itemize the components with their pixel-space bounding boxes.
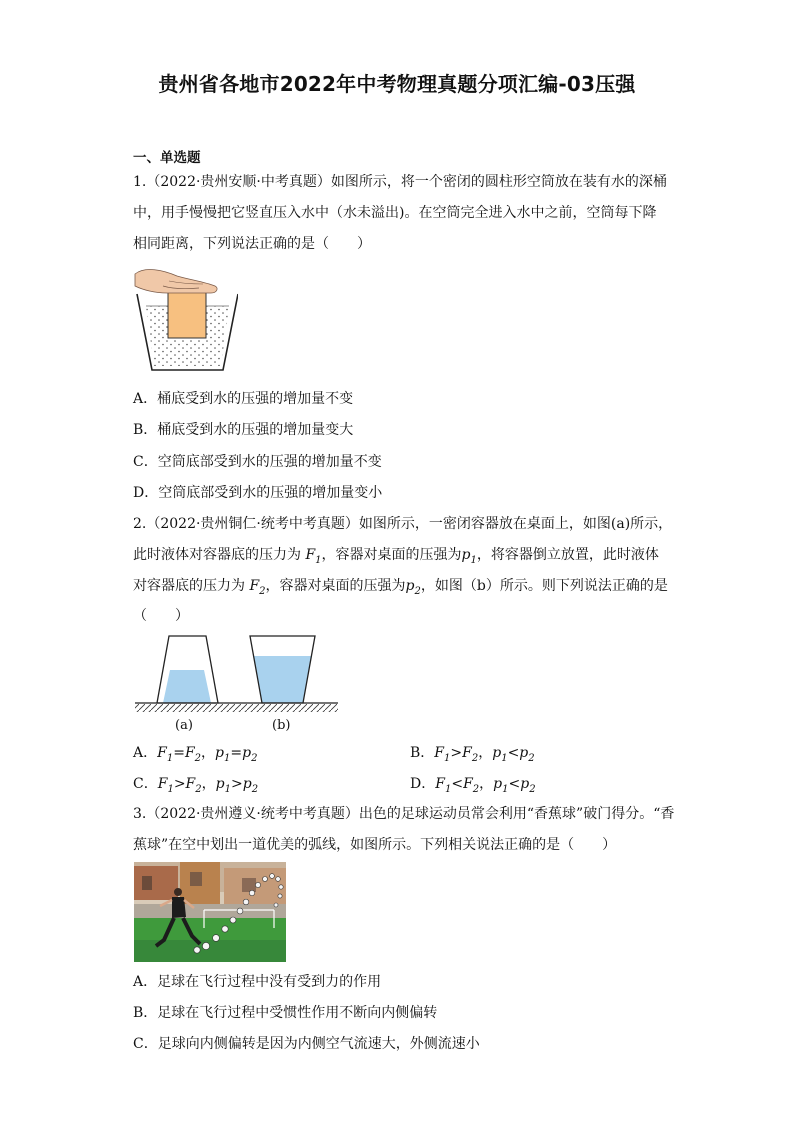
q3-option-b: B．足球在飞行过程中受惯性作用不断向内侧偏转	[133, 1005, 438, 1021]
q1-option-d: D．空筒底部受到水的压强的增加量变小	[133, 485, 383, 501]
q2-line1: 2.（2022·贵州铜仁·统考中考真题）如图所示，一密闭容器放在桌面上，如图(a)所示，	[133, 516, 673, 532]
q2-line2: 此时液体对容器底的压力为 $F_1$，容器对桌面的压强为$p_1$，将容器倒立放置，此时液体	[133, 547, 659, 566]
q2-option-b: B．$F_1>F_2$，$p_1<p_2$	[410, 745, 535, 764]
q2-line4: （ ）	[133, 608, 189, 624]
q3-line2: 蕉球”在空中划出一道优美的弧线，如图所示。下列相关说法正确的是（ ）	[133, 837, 617, 853]
q3-photo	[134, 862, 286, 962]
q1-option-b: B．桶底受到水的压强的增加量变大	[133, 422, 354, 438]
q3-option-c: C．足球向内侧偏转是因为内侧空气流速大，外侧流速小	[133, 1036, 480, 1052]
q1-line1: 1.（2022·贵州安顺·中考真题）如图所示，将一个密闭的圆柱形空筒放在装有水的深桶	[133, 174, 667, 190]
document-title: 贵州省各地市2022年中考物理真题分项汇编-03压强	[158, 72, 636, 96]
section-heading: 一、单选题	[133, 150, 201, 166]
q2-line3: 对容器底的压力为 $F_2$，容器对桌面的压强为$p_2$，如图（b）所示。则下列说法正确的是	[133, 578, 668, 597]
q2-figure-label-a: (a)	[175, 718, 193, 733]
q1-option-c: C．空筒底部受到水的压强的增加量不变	[133, 454, 382, 470]
q3-option-a: A．足球在飞行过程中没有受到力的作用	[133, 974, 382, 990]
q3-line1: 3.（2022·贵州遵义·统考中考真题）出色的足球运动员常会利用“香蕉球”破门得分。“香	[133, 806, 675, 822]
q2-option-d: D．$F_1<F_2$，$p_1<p_2$	[410, 776, 536, 795]
q2-figure-label-b: (b)	[272, 718, 291, 733]
q1-line3: 相同距离，下列说法正确的是（ ）	[133, 236, 371, 252]
q1-figure	[133, 262, 238, 374]
q2-option-c: C．$F_1>F_2$，$p_1>p_2$	[133, 776, 259, 795]
q1-option-a: A．桶底受到水的压强的增加量不变	[133, 391, 354, 407]
q2-figure	[133, 632, 343, 716]
q1-line2: 中，用手慢慢把它竖直压入水中（水未溢出)。在空筒完全进入水中之前，空筒每下降	[133, 205, 657, 221]
q2-option-a: A．$F_1=F_2$，$p_1=p_2$	[133, 745, 258, 764]
